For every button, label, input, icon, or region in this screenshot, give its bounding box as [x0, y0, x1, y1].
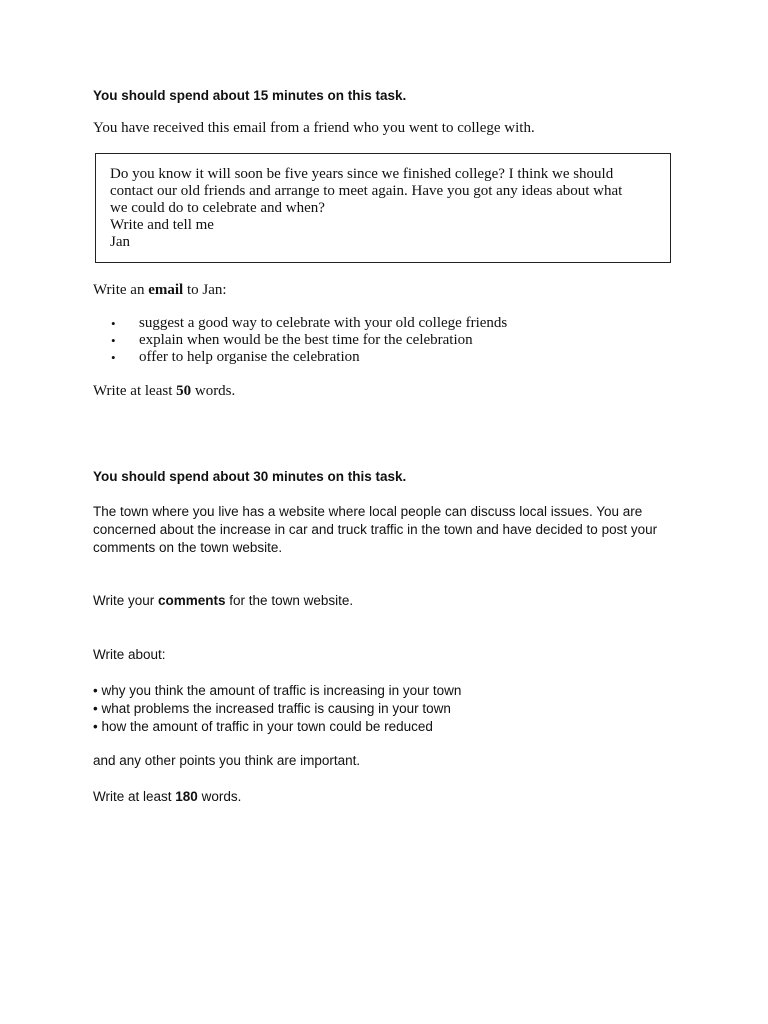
task2-other-points: and any other points you think are important.: [93, 753, 361, 768]
task2-write-instruction: [93, 593, 353, 608]
task1-write-bold: email: [148, 282, 184, 298]
task2-time-instruction: You should spend about 30 minutes on this task.: [93, 469, 407, 484]
task1-time-instruction: You should spend about 15 minutes on this task.: [93, 88, 407, 103]
task1-words-prefix: Write at least: [93, 383, 177, 399]
task2-word-count: [93, 789, 241, 804]
bullet-icon: •: [111, 350, 116, 365]
task1-write-prefix: Write an: [93, 282, 149, 298]
list-item: [111, 349, 507, 366]
list-item-text: offer to help organise the celebration: [139, 349, 360, 365]
list-item-text: explain when would be the best time for the celebration: [139, 332, 473, 348]
email-line: Write and tell me: [110, 217, 214, 233]
task2-write-suffix: for the town website.: [225, 593, 354, 608]
list-item: • why you think the amount of traffic is increasing in your town: [93, 683, 462, 698]
task1-bullet-list: [111, 315, 507, 366]
task1-intro: You have received this email from a friend who you went to college with.: [93, 120, 535, 136]
bullet-icon: •: [111, 333, 116, 348]
task2-bullet-list: [93, 682, 461, 736]
email-line: we could do to celebrate and when?: [110, 200, 325, 216]
task2-words-prefix: Write at least: [93, 789, 176, 804]
email-line: contact our old friends and arrange to meet again. Have you got any ideas about what: [110, 183, 623, 199]
task1-words-suffix: words.: [191, 383, 236, 399]
task1-write-instruction: [93, 282, 227, 299]
task2-write-about: Write about:: [93, 647, 166, 662]
task2-write-bold: comments: [158, 593, 226, 608]
task1-words-count: 50: [176, 383, 192, 399]
email-line: Do you know it will soon be five years since we finished college? I think we should: [110, 166, 614, 182]
bullet-icon: •: [111, 316, 116, 331]
email-line: Jan: [110, 234, 130, 250]
list-item: [111, 332, 507, 349]
task2-words-count: 180: [175, 789, 198, 804]
list-item-text: suggest a good way to celebrate with your old college friends: [139, 315, 508, 331]
list-item: [111, 315, 507, 332]
task2-write-prefix: Write your: [93, 593, 159, 608]
list-item: • what problems the increased traffic is causing in your town: [93, 701, 451, 716]
email-box: [95, 153, 671, 263]
task1-word-count: [93, 383, 235, 400]
task2-intro: The town where you live has a website where local people can discuss local issues. You are concerned about the increase in car and truck traffic in the town and have decided to post your comments on the town website.: [93, 504, 658, 555]
task1-write-suffix: to Jan:: [183, 282, 227, 298]
list-item: • how the amount of traffic in your town could be reduced: [93, 719, 433, 734]
task2-words-suffix: words.: [197, 789, 242, 804]
